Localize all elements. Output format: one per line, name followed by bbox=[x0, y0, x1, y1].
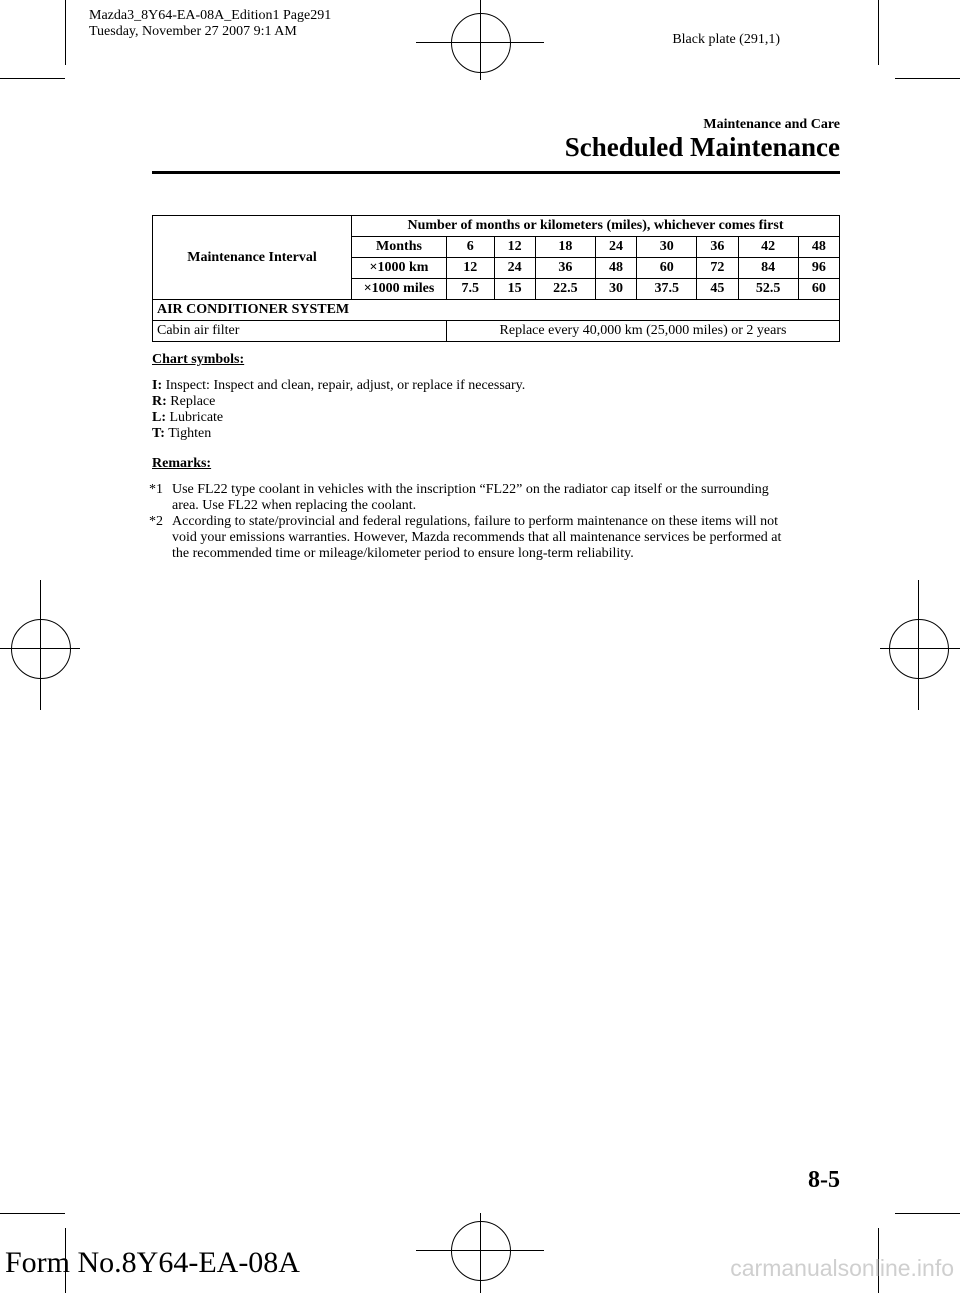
print-header-file: Mazda3_8Y64-EA-08A_Edition1 Page291 bbox=[89, 8, 332, 23]
table-cell: 24 bbox=[494, 258, 535, 279]
notes bbox=[149, 352, 842, 562]
interval-header: Maintenance Interval bbox=[153, 216, 352, 300]
item-name: Cabin air filter bbox=[153, 321, 447, 342]
remark-line: Use FL22 type coolant in vehicles with the inscription “FL22” on the radiator cap itself or the surrounding bbox=[172, 482, 769, 497]
table-cell: 22.5 bbox=[535, 279, 595, 300]
remark-number: *1 bbox=[149, 482, 163, 497]
remark-item bbox=[149, 514, 842, 562]
table-cell: 12 bbox=[494, 237, 535, 258]
registration-mark-left bbox=[11, 619, 71, 679]
table-cell: 36 bbox=[535, 258, 595, 279]
section-row: AIR CONDITIONER SYSTEM bbox=[153, 300, 840, 321]
maintenance-table bbox=[152, 215, 840, 342]
table-cell: 45 bbox=[697, 279, 738, 300]
symbol-item bbox=[152, 410, 842, 426]
remark-line: the recommended time or mileage/kilometer period to ensure long-term reliability. bbox=[172, 546, 634, 561]
symbol-text: Inspect: Inspect and clean, repair, adjust, or replace if necessary. bbox=[165, 378, 526, 393]
section-subtitle: Maintenance and Care bbox=[703, 117, 840, 132]
symbol-key: I: bbox=[152, 378, 163, 393]
form-number: Form No.8Y64-EA-08A bbox=[5, 1246, 300, 1279]
table-cell: 84 bbox=[738, 258, 798, 279]
remark-line: void your emissions warranties. However, Mazda recommends that all maintenance services be performed at bbox=[172, 530, 782, 545]
table-cell: 52.5 bbox=[738, 279, 798, 300]
watermark: carmanualsonline.info bbox=[730, 1255, 954, 1281]
table-cell: 15 bbox=[494, 279, 535, 300]
row-label: Months bbox=[352, 237, 447, 258]
symbol-item bbox=[152, 378, 842, 394]
symbol-key: L: bbox=[152, 410, 166, 425]
table-cell: 48 bbox=[798, 237, 839, 258]
plate-label: Black plate (291,1) bbox=[672, 32, 780, 47]
header-rule bbox=[152, 171, 840, 174]
symbol-text: Replace bbox=[170, 394, 216, 409]
table-cell: 24 bbox=[595, 237, 636, 258]
table-cell: 37.5 bbox=[637, 279, 697, 300]
row-label: ×1000 miles bbox=[352, 279, 447, 300]
table-cell: 30 bbox=[637, 237, 697, 258]
table-cell: 30 bbox=[595, 279, 636, 300]
print-header bbox=[89, 8, 331, 40]
page-number: 8-5 bbox=[808, 1167, 840, 1193]
section-title: Scheduled Maintenance bbox=[564, 132, 840, 162]
print-header-date: Tuesday, November 27 2007 9:1 AM bbox=[89, 24, 297, 39]
table-row bbox=[153, 300, 840, 321]
registration-mark-bottom bbox=[451, 1221, 511, 1281]
table-row bbox=[153, 216, 840, 237]
span-header: Number of months or kilometers (miles), whichever comes first bbox=[352, 216, 840, 237]
remark-line: According to state/provincial and federal regulations, failure to perform maintenance on these items will not bbox=[172, 514, 779, 529]
remark-line: area. Use FL22 when replacing the coolant. bbox=[172, 498, 417, 513]
chart-symbols-heading: Chart symbols: bbox=[152, 352, 245, 367]
symbol-text: Tighten bbox=[168, 426, 212, 441]
registration-mark-top bbox=[451, 13, 511, 73]
symbol-item bbox=[152, 394, 842, 410]
table-cell: 96 bbox=[798, 258, 839, 279]
row-label: ×1000 km bbox=[352, 258, 447, 279]
symbol-key: R: bbox=[152, 394, 167, 409]
table-cell: 60 bbox=[798, 279, 839, 300]
table-cell: 60 bbox=[637, 258, 697, 279]
symbol-item bbox=[152, 426, 842, 442]
table-cell: 6 bbox=[447, 237, 495, 258]
table-cell: 36 bbox=[697, 237, 738, 258]
table-cell: 12 bbox=[447, 258, 495, 279]
remark-number: *2 bbox=[149, 514, 163, 529]
remarks-heading: Remarks: bbox=[152, 456, 212, 471]
table-cell: 72 bbox=[697, 258, 738, 279]
table-cell: 7.5 bbox=[447, 279, 495, 300]
table-cell: 48 bbox=[595, 258, 636, 279]
table-cell: 18 bbox=[535, 237, 595, 258]
table-row bbox=[153, 321, 840, 342]
remarks bbox=[149, 456, 842, 562]
item-instruction: Replace every 40,000 km (25,000 miles) or 2 years bbox=[447, 321, 840, 342]
symbol-key: T: bbox=[152, 426, 165, 441]
registration-mark-right bbox=[889, 619, 949, 679]
table-cell: 42 bbox=[738, 237, 798, 258]
remark-item bbox=[149, 482, 842, 514]
symbol-text: Lubricate bbox=[169, 410, 224, 425]
